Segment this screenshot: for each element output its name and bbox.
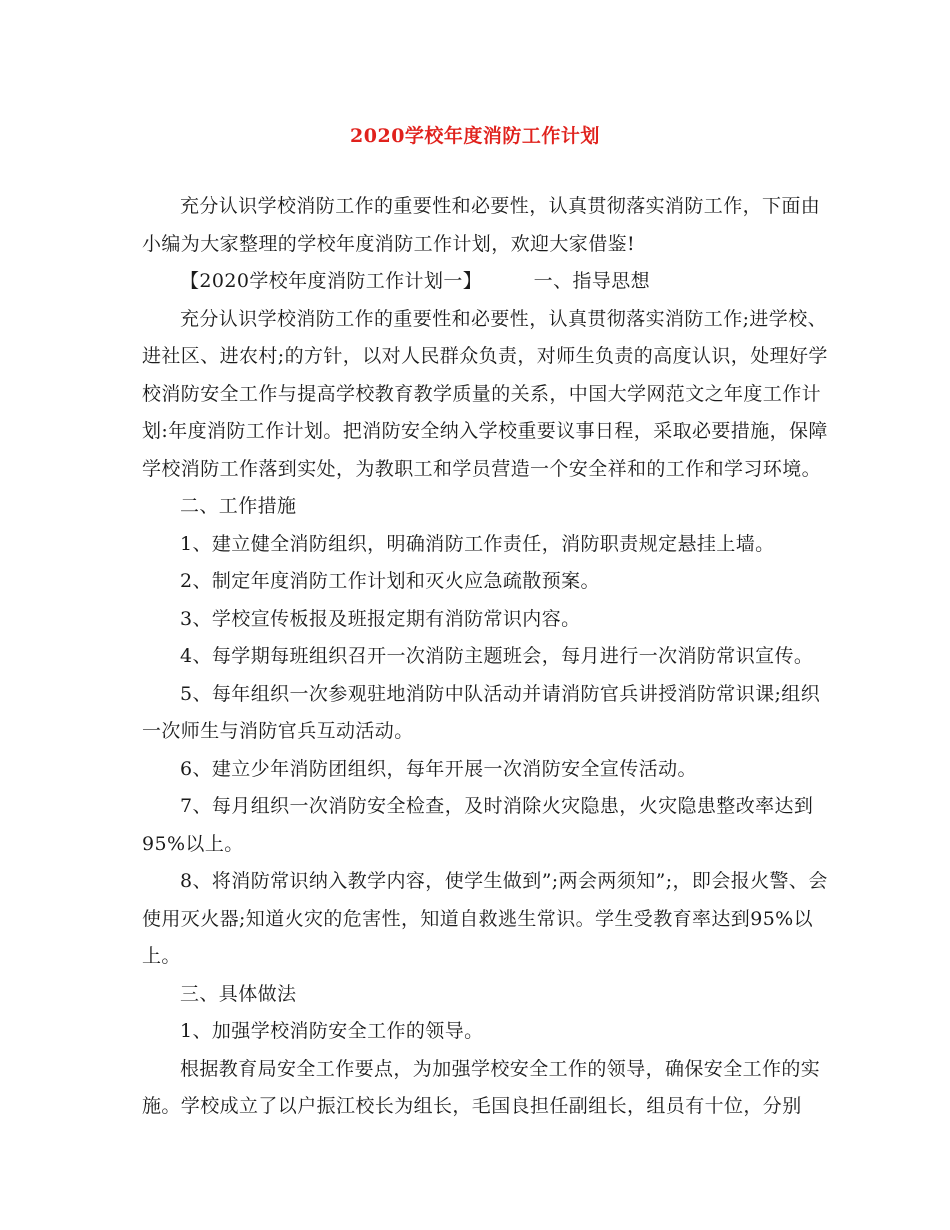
- paragraph-line: 小编为大家整理的学校年度消防工作计划，欢迎大家借鉴!: [142, 233, 636, 255]
- list-item-line: 2、制定年度消防工作计划和灭火应急疏散预案。: [180, 570, 600, 592]
- paragraph-line: 学校消防工作落到实处，为教职工和学员营造一个安全祥和的工作和学习环境。: [142, 458, 822, 480]
- document-title: 2020学校年度消防工作计划: [350, 125, 600, 147]
- list-item-line: 7、每月组织一次消防安全检查，及时消除火灾隐患，火灾隐患整改率达到: [180, 795, 814, 817]
- list-item-line: 使用灭火器;知道火灾的危害性，知道自救逃生常识。学生受教育率达到95%以: [142, 908, 814, 930]
- list-item-line: 6、建立少年消防团组织，每年开展一次消防安全宣传活动。: [180, 758, 697, 780]
- list-item-line: 1、建立健全消防组织，明确消防工作责任，消防职责规定悬挂上墙。: [180, 533, 775, 555]
- list-item-line: 4、每学期每班组织召开一次消防主题班会，每月进行一次消防常识宣传。: [180, 645, 814, 667]
- list-item-line: 95%以上。: [142, 833, 244, 855]
- paragraph-line: 充分认识学校消防工作的重要性和必要性，认真贯彻落实消防工作;进学校、: [180, 308, 828, 330]
- list-item-line: 一次师生与消防官兵互动活动。: [142, 720, 414, 742]
- list-item-line: 8、将消防常识纳入教学内容，使学生做到”;两会两须知”;，即会报火警、会: [180, 870, 828, 892]
- list-item-line: 5、每年组织一次参观驻地消防中队活动并请消防官兵讲授消防常识课;组织: [180, 683, 821, 705]
- paragraph-line: 施。学校成立了以户振江校长为组长，毛国良担任副组长，组员有十位，分别: [142, 1095, 802, 1117]
- section-heading-line: 二、工作措施: [180, 495, 297, 517]
- paragraph-line: 校消防安全工作与提高学校教育教学质量的关系，中国大学网范文之年度工作计: [142, 383, 822, 405]
- section-heading-line: 三、具体做法: [180, 983, 297, 1005]
- paragraph-line: 根据教育局安全工作要点，为加强学校安全工作的领导，确保安全工作的实: [180, 1058, 821, 1080]
- paragraph-line: 划:年度消防工作计划。把消防安全纳入学校重要议事日程，采取必要措施，保障: [142, 420, 828, 442]
- paragraph-line: 充分认识学校消防工作的重要性和必要性，认真贯彻落实消防工作，下面由: [180, 195, 821, 217]
- paragraph-line: 进社区、进农村;的方针，以对人民群众负责，对师生负责的高度认识，处理好学: [142, 345, 828, 367]
- list-item-line: 1、加强学校消防安全工作的领导。: [180, 1020, 484, 1042]
- section-heading-line: 【2020学校年度消防工作计划一】 一、指导思想: [180, 270, 651, 292]
- list-item-line: 上。: [142, 945, 181, 967]
- list-item-line: 3、学校宣传板报及班报定期有消防常识内容。: [180, 608, 581, 630]
